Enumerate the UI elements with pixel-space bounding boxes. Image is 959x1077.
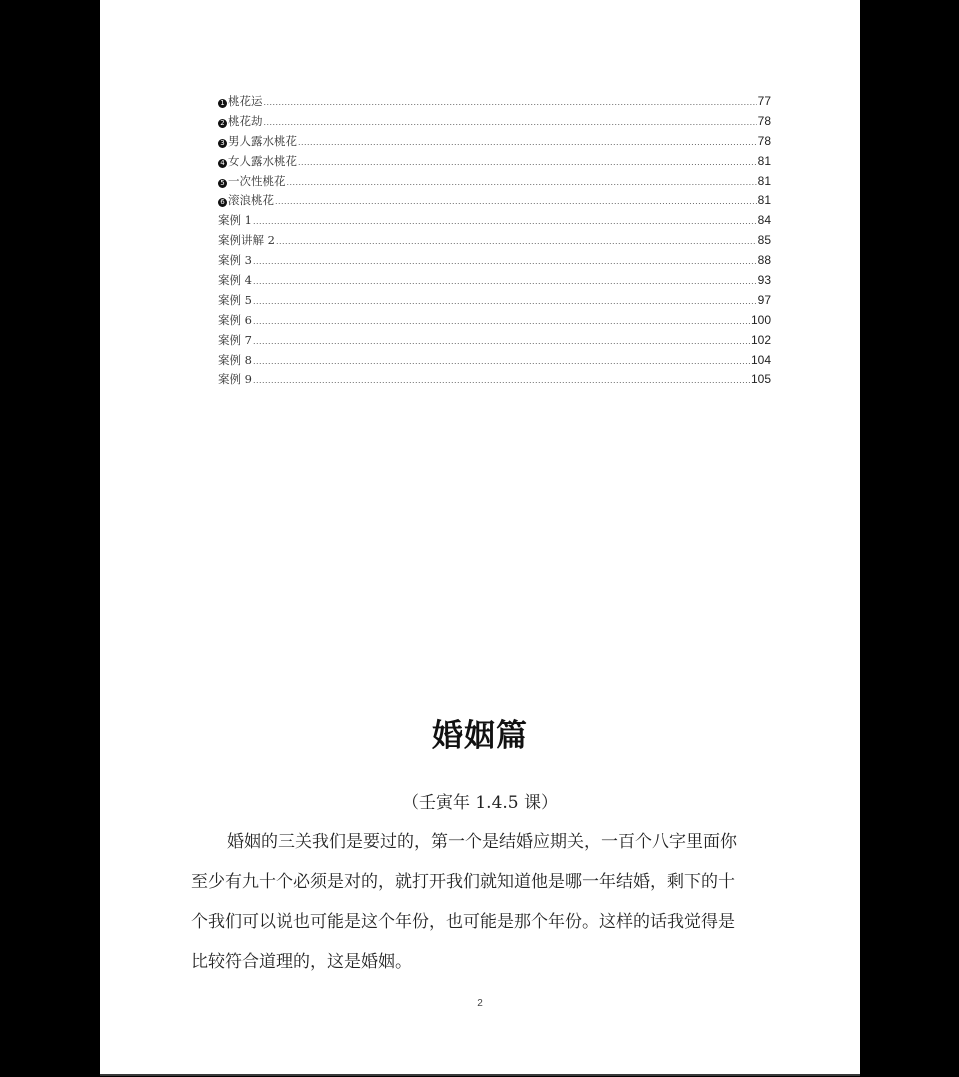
toc-entry-label: 案例 9 (218, 372, 252, 387)
toc-entry[interactable] (218, 311, 771, 331)
toc-entry-label: 案例 3 (218, 253, 252, 268)
toc-entry[interactable] (218, 211, 771, 231)
toc-entry[interactable] (218, 191, 771, 211)
dot-leader (275, 191, 757, 212)
toc-entry-label: 男人露水桃花 (228, 133, 297, 148)
dot-leader (287, 172, 757, 193)
toc-entry-page: 84 (757, 213, 771, 228)
chapter-paragraph (191, 822, 775, 982)
toc-entry-label: 案例 8 (218, 352, 252, 367)
toc-entry-page: 100 (750, 312, 771, 327)
toc-entry[interactable] (218, 152, 771, 172)
toc-entry-label: 一次性桃花 (228, 173, 286, 188)
toc-entry-page: 81 (757, 153, 771, 168)
dot-leader (264, 92, 757, 113)
toc-entry-page: 77 (757, 94, 771, 108)
page-number: 2 (477, 998, 483, 1009)
circled-number-icon: 5 (218, 179, 227, 188)
toc-entry-page: 78 (757, 113, 771, 128)
paragraph-line: 比较符合道理的，这是婚姻。 (191, 952, 412, 972)
circled-number-icon: 3 (218, 139, 227, 148)
circled-number-icon: 1 (218, 99, 227, 108)
toc-entry[interactable] (218, 172, 771, 192)
toc-entry[interactable] (218, 231, 771, 251)
toc-entry-page: 81 (757, 173, 771, 188)
chapter-subtitle: （壬寅年 1.4.5 课） (401, 793, 559, 813)
toc-entry[interactable] (218, 291, 771, 311)
toc-entry-page: 105 (750, 372, 771, 387)
toc-entry-label: 女人露水桃花 (228, 153, 297, 168)
document-page (100, 0, 860, 1076)
dot-leader (253, 271, 757, 292)
toc-entry-label: 桃花运 (228, 94, 263, 108)
dot-leader (253, 311, 750, 332)
toc-entry-page: 97 (757, 292, 771, 307)
toc-entry[interactable] (218, 351, 771, 371)
toc-entry[interactable] (218, 112, 771, 132)
toc-entry-label: 案例 1 (218, 213, 252, 228)
dot-leader (253, 211, 757, 232)
toc-entry[interactable] (218, 132, 771, 152)
toc-entry-label: 滚浪桃花 (228, 193, 274, 208)
paragraph-line: 至少有九十个必须是对的，就打开我们就知道他是哪一年结婚，剩下的十 (191, 872, 735, 892)
toc-entry-page: 104 (750, 352, 771, 367)
paragraph-line: 婚姻的三关我们是要过的，第一个是结婚应期关，一百个八字里面你 (227, 832, 737, 852)
toc-entry[interactable] (218, 92, 771, 112)
toc-entry-page: 102 (750, 332, 771, 347)
circled-number-icon: 6 (218, 198, 227, 207)
dot-leader (264, 112, 757, 133)
toc-entry-label: 案例 6 (218, 312, 252, 327)
table-of-contents (218, 92, 771, 390)
toc-entry-page: 88 (757, 253, 771, 268)
toc-entry-page: 81 (757, 193, 771, 208)
toc-entry-label: 案例讲解 2 (218, 233, 275, 248)
toc-entry-label: 案例 4 (218, 273, 252, 288)
dot-leader (253, 331, 750, 352)
toc-entry-page: 93 (757, 273, 771, 288)
chapter-title: 婚姻篇 (432, 718, 528, 754)
toc-entry-label: 桃花劫 (228, 113, 263, 128)
toc-entry-label: 案例 5 (218, 292, 252, 307)
dot-leader (253, 251, 757, 272)
circled-number-icon: 2 (218, 119, 227, 128)
toc-entry[interactable] (218, 251, 771, 271)
toc-entry[interactable] (218, 370, 771, 390)
toc-entry-page: 78 (757, 133, 771, 148)
toc-entry[interactable] (218, 271, 771, 291)
dot-leader (253, 370, 750, 391)
circled-number-icon: 4 (218, 159, 227, 168)
dot-leader (276, 231, 757, 252)
dot-leader (298, 152, 757, 173)
dot-leader (253, 291, 757, 312)
toc-entry-label: 案例 7 (218, 332, 252, 347)
dot-leader (298, 132, 757, 153)
toc-entry[interactable] (218, 331, 771, 351)
dot-leader (253, 351, 750, 372)
toc-entry-page: 85 (757, 233, 771, 248)
paragraph-line: 个我们可以说也可能是这个年份，也可能是那个年份。这样的话我觉得是 (191, 912, 735, 932)
